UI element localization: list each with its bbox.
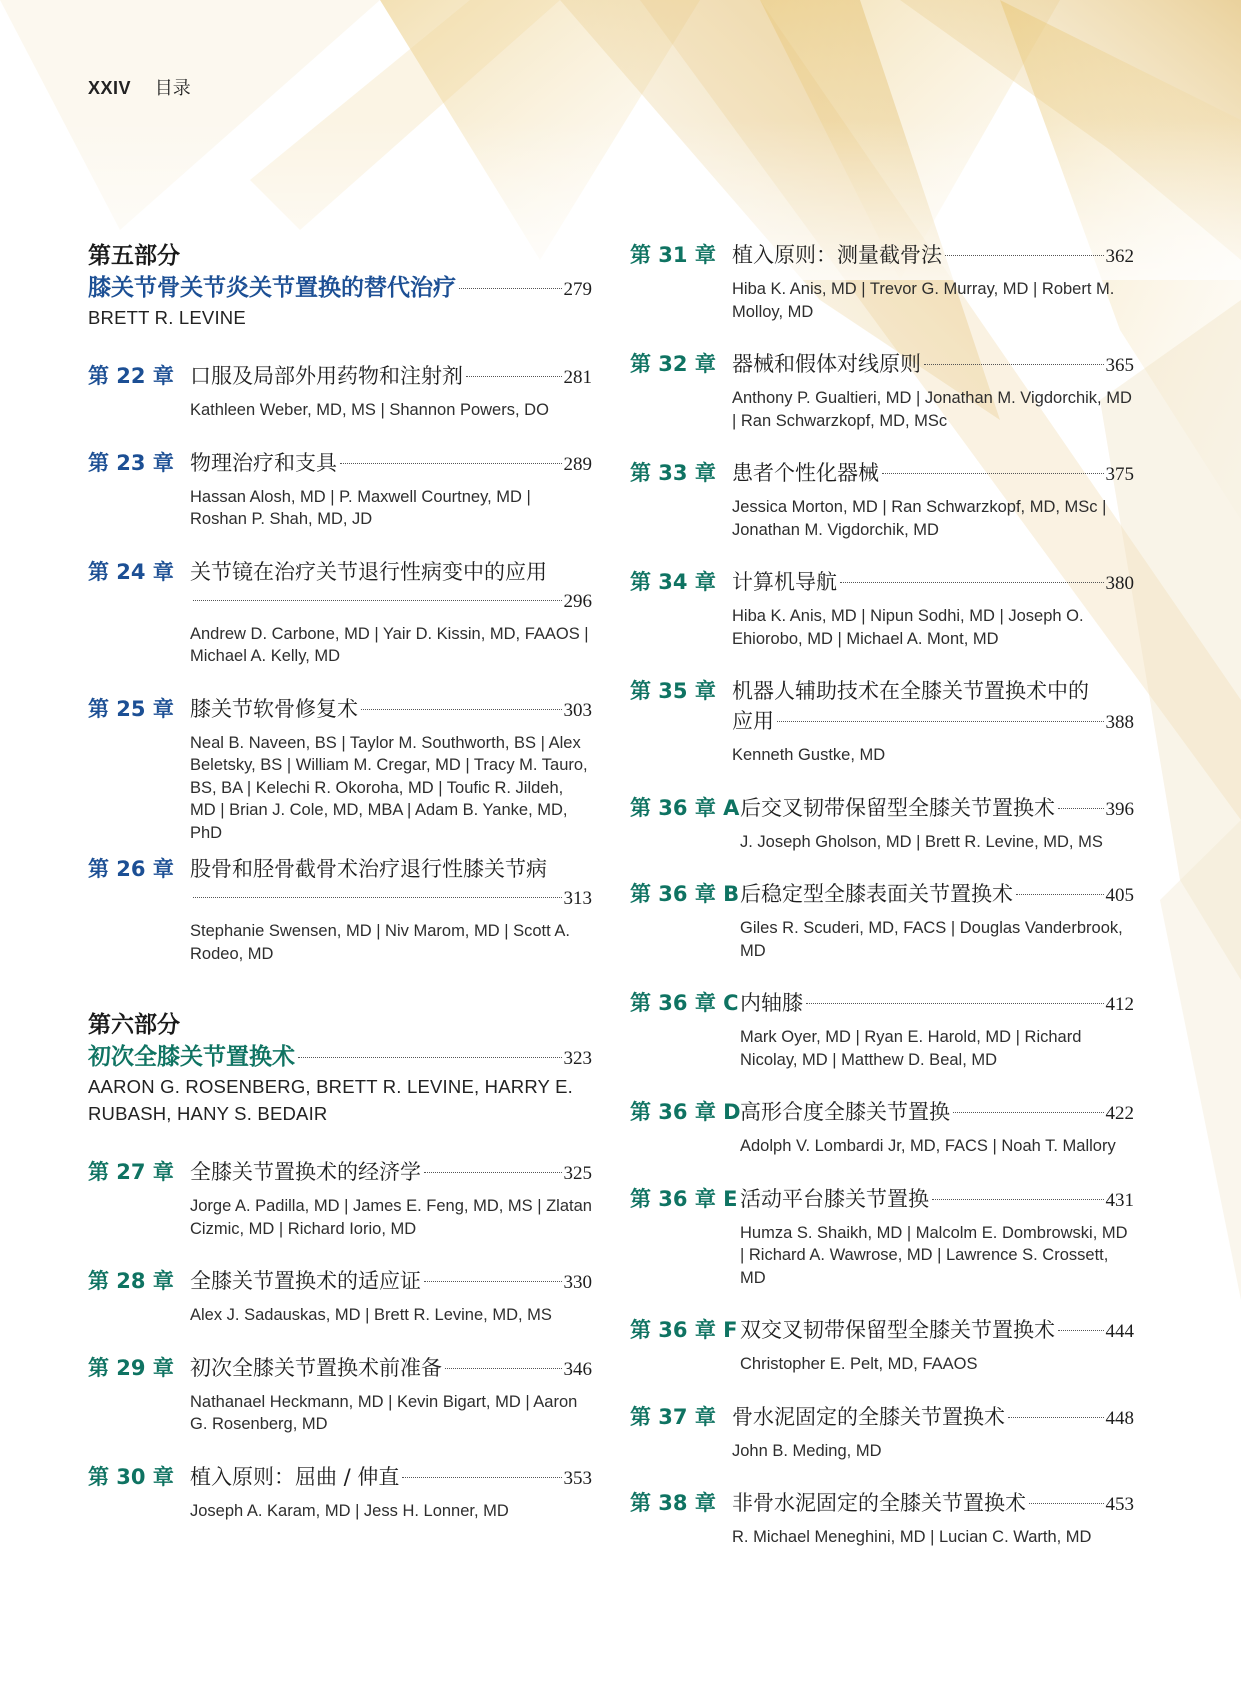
toc-left-column — [88, 240, 592, 1548]
chapter-36f[interactable] — [630, 1315, 1134, 1376]
part-title-row[interactable] — [88, 1041, 592, 1073]
leader-dots — [193, 600, 562, 601]
leader-dots — [424, 1172, 562, 1173]
toc-right-column — [630, 240, 1134, 1575]
part-label: 第五部分 — [88, 243, 180, 269]
chapter-title: 初次全膝关节置换术前准备 — [190, 1355, 442, 1380]
chapter-34[interactable] — [630, 567, 1134, 650]
page-ref: 323 — [563, 1048, 592, 1069]
leader-dots — [459, 288, 562, 289]
page-ref: 279 — [563, 279, 592, 300]
chapter-35[interactable] — [630, 676, 1134, 767]
page-ref: 431 — [1105, 1189, 1134, 1211]
chapter-24[interactable] — [88, 557, 592, 668]
chapter-authors: Giles R. Scuderi, MD, FACS | Douglas Vanderbrook, MD — [740, 919, 1123, 960]
page-ref: 289 — [563, 453, 592, 475]
page-ref: 375 — [1105, 464, 1134, 485]
chapter-title: 植入原则：测量截骨法 — [732, 243, 942, 267]
chapter-title: 股骨和胫骨截骨术治疗退行性膝关节病 — [190, 857, 547, 881]
leader-dots — [340, 463, 562, 464]
chapter-36a[interactable] — [630, 793, 1134, 854]
chapter-title: 高形合度全膝关节置换 — [740, 1100, 950, 1124]
leader-dots — [1016, 894, 1104, 895]
leader-dots — [1058, 808, 1104, 809]
chapter-title: 后交叉韧带保留型全膝关节置换术 — [740, 795, 1055, 820]
chapter-number: 第 35 章 — [630, 679, 716, 703]
leader-dots — [840, 582, 1104, 583]
chapter-number: 第 34 章 — [630, 570, 716, 594]
chapter-28[interactable] — [88, 1266, 592, 1327]
chapter-number: 第 36 章 A — [630, 795, 740, 820]
chapter-number: 第 22 章 — [88, 364, 174, 388]
chapter-title: 双交叉韧带保留型全膝关节置换术 — [740, 1318, 1055, 1342]
page-ref: 281 — [563, 367, 592, 388]
chapter-authors: John B. Meding, MD — [732, 1441, 882, 1460]
chapter-36c[interactable] — [630, 988, 1134, 1071]
leader-dots — [298, 1057, 562, 1058]
chapter-27[interactable] — [88, 1157, 592, 1240]
chapter-title: 植入原则：屈曲 / 伸直 — [190, 1464, 400, 1489]
chapter-31[interactable] — [630, 240, 1134, 323]
leader-dots — [193, 897, 562, 898]
page-ref: 444 — [1105, 1321, 1134, 1342]
page-ref: 313 — [563, 888, 592, 909]
chapter-title-cont: 应用 — [732, 709, 774, 733]
page-number: XXIV — [88, 78, 132, 98]
chapter-number: 第 26 章 — [88, 857, 174, 881]
chapter-authors: Jessica Morton, MD | Ran Schwarzkopf, MD, MSc | Jonathan M. Vigdorchik, MD — [732, 498, 1107, 539]
page-ref: 303 — [563, 699, 592, 721]
leader-dots — [777, 721, 1104, 722]
chapter-authors: Adolph V. Lombardi Jr, MD, FACS | Noah T. Mallory — [740, 1137, 1116, 1155]
page-ref: 353 — [563, 1467, 592, 1489]
chapter-title: 非骨水泥固定的全膝关节置换术 — [732, 1491, 1026, 1515]
leader-dots — [953, 1112, 1104, 1113]
chapter-29[interactable] — [88, 1353, 592, 1436]
chapter-authors: R. Michael Meneghini, MD | Lucian C. Warth, MD — [732, 1528, 1092, 1546]
chapter-authors: Neal B. Naveen, BS | Taylor M. Southworth, BS | Alex Beletsky, BS | William M. Cregar, MD | Tracy M. Tauro, BS, BA | Kelechi R. Okoroha, MD | Toufic R. Jildeh, MD | Brian J. Cole, MD, MBA | Adam B. Yanke, MD, PhD — [190, 733, 588, 842]
chapter-authors: Hassan Alosh, MD | P. Maxwell Courtney, MD | Roshan P. Shah, MD, JD — [190, 487, 531, 528]
chapter-title: 机器人辅助技术在全膝关节置换术中的 — [732, 679, 1089, 703]
chapter-number: 第 37 章 — [630, 1404, 716, 1429]
chapter-number: 第 36 章 E — [630, 1186, 738, 1211]
chapter-title: 全膝关节置换术的经济学 — [190, 1160, 421, 1184]
chapter-number: 第 38 章 — [630, 1491, 716, 1515]
part-six — [88, 1009, 592, 1127]
chapter-number: 第 36 章 C — [630, 991, 739, 1015]
chapter-title: 活动平台膝关节置换 — [740, 1186, 929, 1211]
chapter-30[interactable] — [88, 1462, 592, 1523]
page-ref: 330 — [563, 1272, 592, 1293]
chapter-number: 第 29 章 — [88, 1355, 174, 1380]
chapter-authors: Kathleen Weber, MD, MS | Shannon Powers, DO — [190, 401, 549, 419]
page-ref: 422 — [1105, 1103, 1134, 1124]
chapter-36e[interactable] — [630, 1184, 1134, 1290]
page-ref: 296 — [563, 590, 592, 612]
page-ref: 362 — [1105, 246, 1134, 267]
leader-dots — [924, 364, 1104, 365]
page-ref: 365 — [1105, 355, 1134, 376]
chapter-title: 后稳定型全膝表面关节置换术 — [740, 882, 1013, 906]
running-head-label: 目录 — [154, 78, 191, 99]
chapter-title: 计算机导航 — [732, 570, 837, 594]
chapter-authors: Humza S. Shaikh, MD | Malcolm E. Dombrowski, MD | Richard A. Wawrose, MD | Lawrence S. Crossett, MD — [740, 1223, 1128, 1287]
chapter-number: 第 32 章 — [630, 352, 716, 376]
chapter-26[interactable] — [88, 854, 592, 965]
part-title: 初次全膝关节置换术 — [88, 1044, 295, 1070]
page-ref: 405 — [1105, 885, 1134, 906]
chapter-authors: Hiba K. Anis, MD | Nipun Sodhi, MD | Joseph O. Ehiorobo, MD | Michael A. Mont, MD — [732, 607, 1084, 648]
chapter-38[interactable] — [630, 1488, 1134, 1549]
page-ref: 453 — [1105, 1494, 1134, 1515]
chapter-title: 患者个性化器械 — [732, 461, 879, 485]
chapter-36b[interactable] — [630, 879, 1134, 962]
leader-dots — [445, 1368, 562, 1369]
chapter-title: 关节镜在治疗关节退行性病变中的应用 — [190, 559, 547, 584]
part-editors: BRETT R. LEVINE — [88, 307, 246, 328]
page-ref: 448 — [1105, 1407, 1134, 1429]
chapter-25[interactable] — [88, 694, 592, 845]
page-ref: 412 — [1105, 994, 1134, 1015]
chapter-authors: Jorge A. Padilla, MD | James E. Feng, MD, MS | Zlatan Cizmic, MD | Richard Iorio, MD — [190, 1197, 592, 1238]
leader-dots — [1008, 1417, 1104, 1418]
chapter-title: 全膝关节置换术的适应证 — [190, 1269, 421, 1293]
page-ref: 346 — [563, 1358, 592, 1380]
chapter-title: 膝关节软骨修复术 — [190, 696, 358, 721]
chapter-32[interactable] — [630, 349, 1134, 432]
page-ref: 325 — [563, 1163, 592, 1184]
part-five — [88, 240, 592, 331]
chapter-title: 器械和假体对线原则 — [732, 352, 921, 376]
chapter-36d[interactable] — [630, 1097, 1134, 1158]
chapter-number: 第 25 章 — [88, 696, 174, 721]
chapter-authors: Joseph A. Karam, MD | Jess H. Lonner, MD — [190, 1501, 509, 1520]
leader-dots — [806, 1003, 1104, 1004]
chapter-33[interactable] — [630, 458, 1134, 541]
chapter-37[interactable] — [630, 1402, 1134, 1463]
chapter-authors: Alex J. Sadauskas, MD | Brett R. Levine, MD, MS — [190, 1306, 552, 1324]
chapter-authors: Hiba K. Anis, MD | Trevor G. Murray, MD | Robert M. Molloy, MD — [732, 280, 1115, 321]
chapter-authors: Christopher E. Pelt, MD, FAAOS — [740, 1355, 978, 1373]
chapter-number: 第 36 章 B — [630, 882, 740, 906]
chapter-title: 内轴膝 — [740, 991, 803, 1015]
chapter-authors: Mark Oyer, MD | Ryan E. Harold, MD | Richard Nicolay, MD | Matthew D. Beal, MD — [740, 1028, 1082, 1069]
page-ref: 396 — [1105, 798, 1134, 820]
leader-dots — [361, 709, 562, 710]
chapter-title: 骨水泥固定的全膝关节置换术 — [732, 1404, 1005, 1429]
part-label: 第六部分 — [88, 1012, 180, 1038]
part-editors: AARON G. ROSENBERG, BRETT R. LEVINE, HARRY E. RUBASH, HANY S. BEDAIR — [88, 1076, 573, 1124]
leader-dots — [402, 1477, 561, 1478]
chapter-number: 第 36 章 F — [630, 1318, 738, 1342]
chapter-number: 第 31 章 — [630, 243, 716, 267]
leader-dots — [424, 1281, 562, 1282]
leader-dots — [882, 473, 1104, 474]
chapter-number: 第 23 章 — [88, 450, 174, 475]
part-title-row[interactable] — [88, 272, 592, 304]
chapter-number: 第 24 章 — [88, 559, 174, 584]
chapter-authors: Stephanie Swensen, MD | Niv Marom, MD | Scott A. Rodeo, MD — [190, 922, 570, 963]
page-ref: 388 — [1105, 712, 1134, 733]
chapter-authors: Nathanael Heckmann, MD | Kevin Bigart, MD | Aaron G. Rosenberg, MD — [190, 1392, 578, 1433]
chapter-authors: Andrew D. Carbone, MD | Yair D. Kissin, MD, FAAOS | Michael A. Kelly, MD — [190, 624, 589, 665]
chapter-number: 第 33 章 — [630, 461, 716, 485]
chapter-number: 第 36 章 D — [630, 1100, 741, 1124]
chapter-22[interactable] — [88, 361, 592, 422]
leader-dots — [1058, 1330, 1104, 1331]
page-ref: 380 — [1105, 573, 1134, 594]
chapter-number: 第 28 章 — [88, 1269, 174, 1293]
running-head — [88, 74, 191, 100]
leader-dots — [1029, 1503, 1104, 1504]
chapter-number: 第 27 章 — [88, 1160, 174, 1184]
leader-dots — [466, 376, 562, 377]
chapter-title: 口服及局部外用药物和注射剂 — [190, 364, 463, 388]
part-title: 膝关节骨关节炎关节置换的替代治疗 — [88, 275, 456, 301]
chapter-authors: Anthony P. Gualtieri, MD | Jonathan M. Vigdorchik, MD | Ran Schwarzkopf, MD, MSc — [732, 389, 1132, 430]
leader-dots — [932, 1199, 1104, 1200]
chapter-title: 物理治疗和支具 — [190, 450, 337, 475]
chapter-authors: J. Joseph Gholson, MD | Brett R. Levine, MD, MS — [740, 832, 1103, 851]
chapter-23[interactable] — [88, 448, 592, 531]
chapter-number: 第 30 章 — [88, 1464, 174, 1489]
leader-dots — [945, 255, 1104, 256]
chapter-authors: Kenneth Gustke, MD — [732, 746, 886, 764]
